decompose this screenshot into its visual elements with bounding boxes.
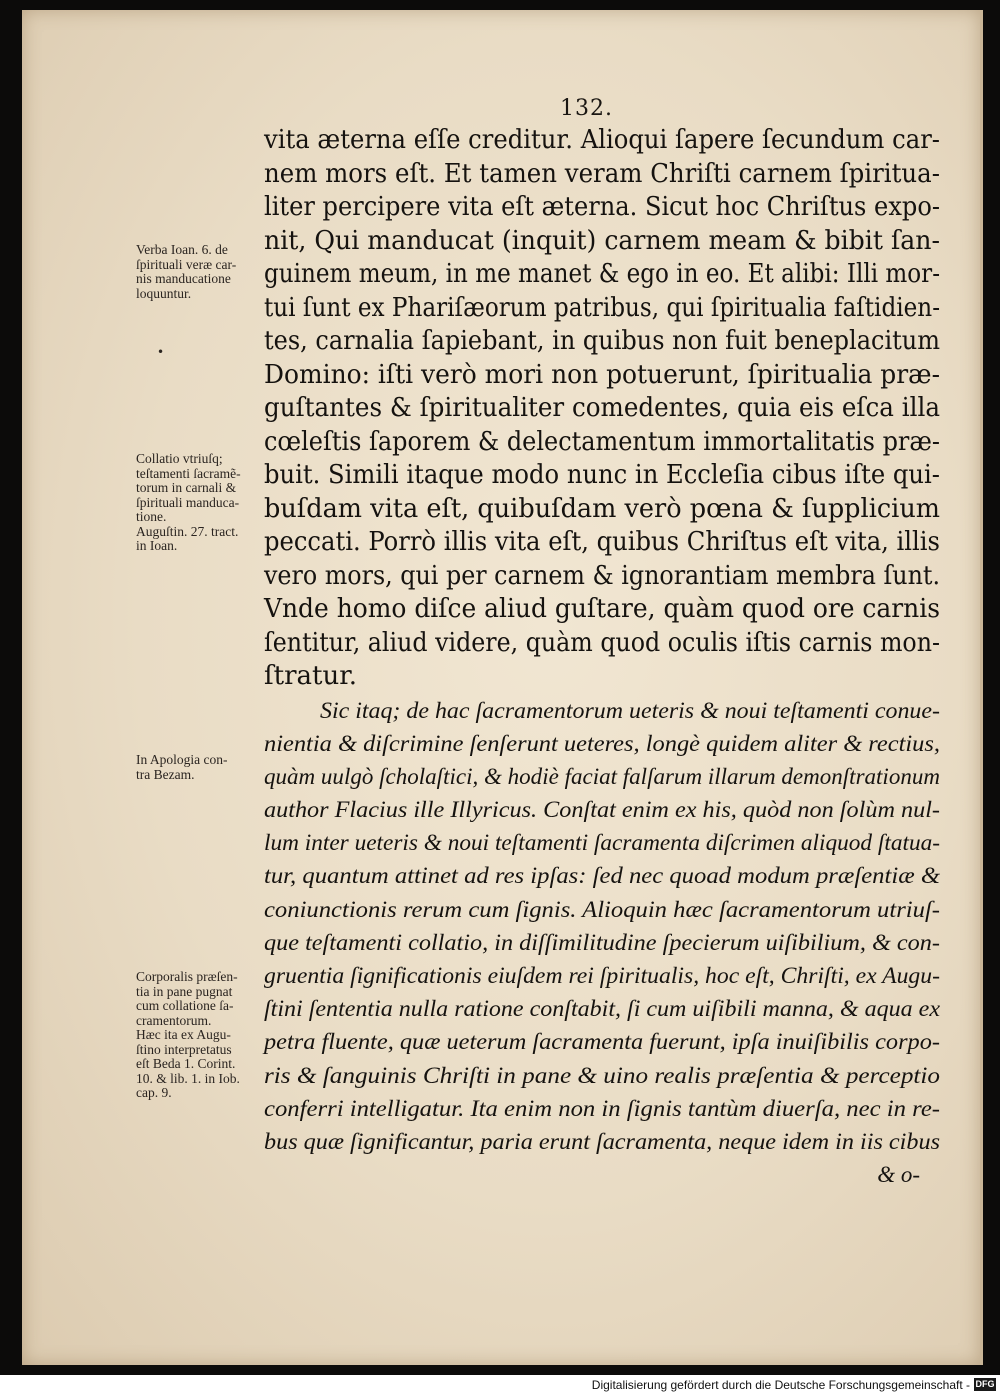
text-line: gruentia ſignificationis eiuſdem rei ſpiritualis, hoc eſt, Chriſti, ex Augu-: [264, 963, 940, 988]
text-line: conferri intelligatur. Ita enim non in ſignis tantùm diuerſa, nec in re-: [264, 1095, 940, 1121]
marginal-line: Hæc ita ex Augu-: [136, 1027, 231, 1042]
text-line: buſdam vita eſt, quibuſdam verò pœna & ſupplicium: [264, 493, 940, 524]
footer-bar: [0, 1375, 1000, 1395]
marginal-line: in Ioan.: [136, 538, 178, 553]
stray-mark: •: [157, 345, 165, 359]
text-line: tur, quantum attinet ad res ipſas: ſed nec quoad modum præſentiæ &: [264, 863, 940, 889]
text-line: nit, Qui manducat (inquit) carnem meam & bibit ſan-: [264, 225, 940, 256]
marginal-note-2: [136, 452, 272, 554]
text-line: vita æterna eſſe creditur. Alioqui ſapere ſecundum car-: [264, 125, 940, 155]
text-line: bus quæ ſignificantur, paria erunt ſacramenta, neque idem in iis cibus: [264, 1128, 940, 1154]
marginal-line: ſtino interpretatus: [136, 1041, 232, 1057]
marginal-line: Corporalis præſen-: [136, 969, 238, 984]
text-line: ſtini ſententia nulla ratione conſtabit, ſi cum uiſibili manna, & aqua ex: [264, 996, 940, 1022]
marginal-note-3: [136, 753, 272, 782]
text-line: ſtratur.: [264, 661, 358, 691]
text-line: coniunctionis rerum cum ſignis. Alioquin hæc ſacramentorum utriuſ-: [264, 896, 940, 922]
marginal-line: cramentorum.: [136, 1012, 212, 1028]
text-line: ris & ſanguinis Chriſti in pane & uino realis præſentia & perceptio: [264, 1062, 940, 1088]
text-line: lum inter ueteris & noui teſtamenti ſacramenta diſcrimen aliquod ſtatua-: [264, 830, 940, 856]
marginal-line: torum in carnali &: [136, 480, 237, 495]
text-line: que teſtamenti collatio, in diſſimilitudine ſpecierum uiſibilium, & con-: [264, 929, 940, 955]
italic-text-block: [264, 694, 944, 1159]
marginal-line: 10. & lib. 1. in Iob.: [136, 1070, 240, 1086]
text-line: ſentitur, aliud videre, quàm quod oculis iſtis carnis mon-: [264, 627, 940, 658]
text-line: quàm uulgò ſcholaſtici, & hodiè faciat falſarum illarum demonſtrationum: [264, 763, 941, 789]
marginal-line: tione.: [136, 509, 167, 524]
marginal-line: eſt Beda 1. Corint.: [136, 1056, 236, 1071]
text-line: Domino: iſti verò mori non potuerunt, ſpiritualia præ-: [264, 359, 940, 390]
text-line: petra fluente, quæ ueterum ſacramenta fuerunt, ipſa inuiſibilis corpo-: [264, 1029, 940, 1055]
marginal-line: ſpirituali veræ car-: [136, 256, 237, 272]
text-line: buit. Simili itaque modo nunc in Eccleſia cibus iſte qui-: [264, 460, 940, 490]
marginal-line: ſpirituali manduca-: [136, 494, 240, 510]
roman-text-block: [264, 124, 944, 694]
text-line: Sic itaq; de hac ſacramentorum ueteris & noui teſtamenti conue-: [320, 697, 940, 723]
text-line: Vnde homo diſce aliud guſtare, quàm quod ore carnis: [264, 594, 940, 624]
text-line: tes, carnalia ſapiebant, in quibus non fuit beneplacitum: [264, 326, 940, 356]
text-line: tui ſunt ex Phariſæorum patribus, qui ſpiritualia faſtidien-: [264, 292, 940, 323]
text-line: guſtantes & ſpiritualiter comedentes, quia eis eſca illa: [264, 393, 940, 423]
marginal-note-1: [136, 243, 272, 301]
catchword: & o-: [877, 1162, 920, 1188]
marginal-note-4: [136, 970, 272, 1101]
marginal-line: nis manducatione: [136, 271, 231, 286]
dfg-logo-icon: DFG: [975, 1379, 995, 1389]
text-line: peccati. Porrò illis vita eſt, quibus Chriſtus eſt vita, illis: [264, 527, 940, 557]
text-line: liter percipere vita eſt æterna. Sicut hoc Chriſtus expo-: [264, 192, 940, 222]
marginal-line: tra Bezam.: [136, 766, 195, 782]
marginal-line: Auguſtin. 27. tract.: [136, 523, 239, 539]
marginal-line: loquuntur.: [136, 285, 192, 301]
footer-credit: Digitalisierung gefördert durch die Deutsche Forschungsgemeinschaft -: [591, 1378, 970, 1392]
marginal-line: tia in pane pugnat: [136, 983, 233, 999]
text-line: cœleſtis ſaporem & delectamentum immortalitatis præ-: [264, 426, 940, 457]
text-line: guinem meum, in me manet & ego in eo. Et alibi: Illi mor-: [264, 259, 940, 289]
marginal-line: cap. 9.: [136, 1085, 172, 1100]
marginal-line: Collatio vtriuſq;: [136, 451, 223, 466]
marginal-line: Verba Ioan. 6. de: [136, 242, 228, 257]
text-line: vero mors, qui per carnem & ignorantiam membra ſunt.: [264, 560, 940, 591]
text-line: nem mors eſt. Et tamen veram Chriſti carnem ſpiritua-: [264, 158, 940, 189]
text-line: author Flacius ille Illyricus. Conſtat enim ex his, quòd non ſolùm nul-: [264, 797, 941, 823]
main-text-block: [264, 124, 944, 1191]
text-line: nientia & diſcrimine ſenſerunt ueteres, longè quidem aliter & rectius,: [264, 730, 940, 756]
marginal-line: In Apologia con-: [136, 752, 228, 767]
page-number: 132.: [560, 96, 613, 121]
marginal-line: cum collatione ſa-: [136, 998, 234, 1013]
marginal-line: teſtamenti ſacramẽ-: [136, 465, 241, 481]
